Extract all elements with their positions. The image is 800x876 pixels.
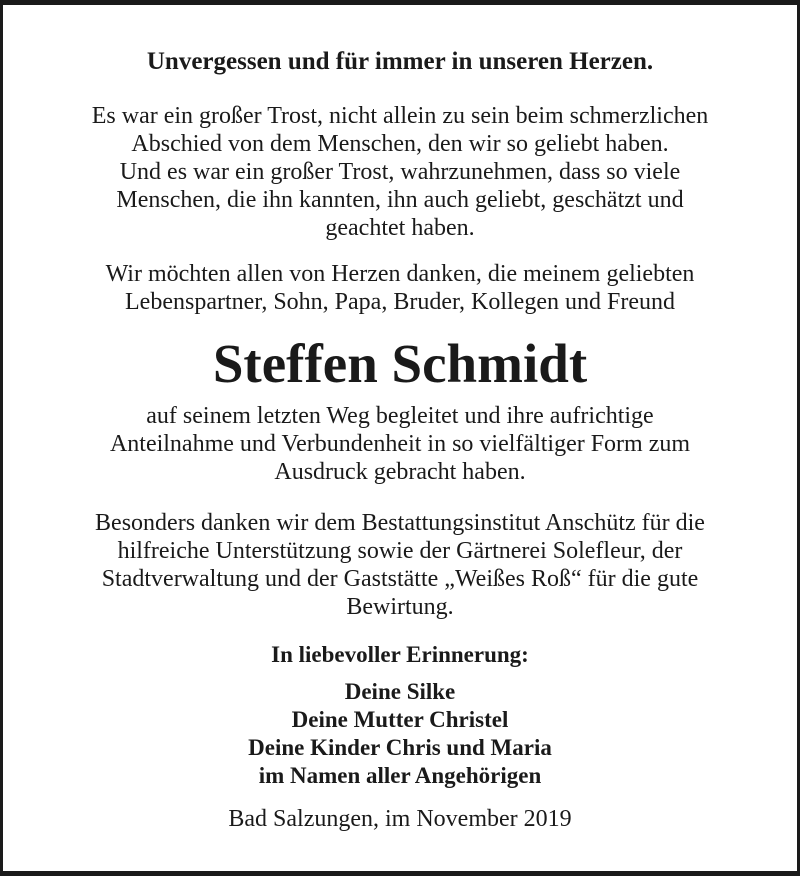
paragraph-consolation: [3, 102, 797, 242]
paragraph-line: hilfreiche Unterstützung sowie der Gärtnerei Solefleur, der: [117, 538, 683, 564]
paragraph-line: Stadtverwaltung und der Gaststätte „Weißes Roß“ für die gute: [101, 566, 699, 592]
paragraph-line: Abschied von dem Menschen, den wir so geliebt haben.: [131, 131, 669, 157]
paragraph-line: Lebenspartner, Sohn, Papa, Bruder, Kollegen und Freund: [125, 289, 675, 315]
paragraph-special-thanks: [3, 509, 797, 621]
signer: Deine Mutter Christel: [291, 707, 509, 732]
closing-phrase: In liebevoller Erinnerung:: [271, 642, 529, 667]
signer: Deine Kinder Chris und Maria: [248, 735, 552, 760]
paragraph-line: Ausdruck gebracht haben.: [274, 459, 526, 485]
deceased-name: Steffen Schmidt: [212, 333, 588, 394]
paragraph-thanks-intro: [3, 260, 797, 316]
signers-list: [3, 678, 797, 790]
headline: Unvergessen und für immer in unseren Herzen.: [146, 48, 654, 75]
paragraph-line: Besonders danken wir dem Bestattungsinstitut Anschütz für die: [95, 510, 705, 536]
signer: im Namen aller Angehörigen: [258, 763, 542, 788]
signer: Deine Silke: [344, 679, 456, 704]
paragraph-line: geachtet haben.: [325, 215, 475, 241]
paragraph-line: Es war ein großer Trost, nicht allein zu sein beim schmerzlichen: [91, 103, 709, 129]
paragraph-last-journey: [3, 402, 797, 486]
paragraph-line: Bewirtung.: [346, 594, 454, 620]
paragraph-line: Anteilnahme und Verbundenheit in so vielfältiger Form zum: [109, 431, 691, 457]
paragraph-line: Menschen, die ihn kannten, ihn auch geliebt, geschätzt und: [116, 187, 684, 213]
place-and-date: Bad Salzungen, im November 2019: [228, 806, 572, 832]
paragraph-line: auf seinem letzten Weg begleitet und ihre aufrichtige: [146, 403, 654, 429]
paragraph-line: Wir möchten allen von Herzen danken, die meinem geliebten: [105, 261, 695, 287]
paragraph-line: Und es war ein großer Trost, wahrzunehmen, dass so viele: [119, 159, 681, 185]
